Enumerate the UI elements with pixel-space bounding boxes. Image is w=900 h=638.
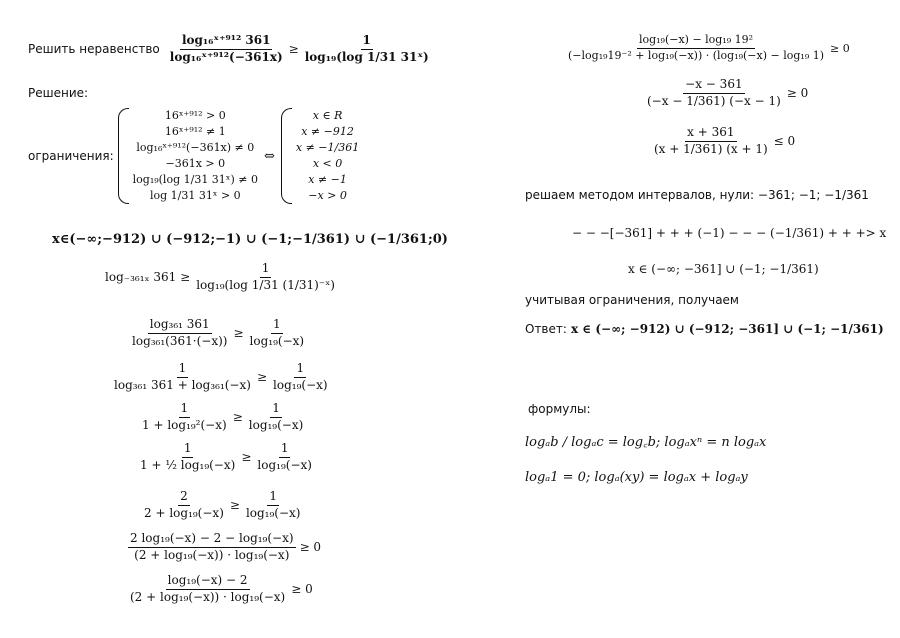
- restriction-item: −361x > 0: [165, 157, 226, 170]
- interval-method-text: решаем методом интервалов, нули: −361; −1; −1/361: [525, 188, 869, 202]
- problem-rhs-num: 1: [361, 34, 373, 50]
- right-step-tail: ≥ 0: [786, 86, 809, 101]
- step-row: [112, 362, 330, 393]
- step-rhs-den: log₁₉(−x): [245, 505, 301, 520]
- step-row: [138, 442, 314, 473]
- step-lhs-num: log₃₆₁ 361: [148, 318, 212, 334]
- problem-rhs-den: log₁₉(log 1/31 31ˣ): [304, 49, 429, 64]
- restriction-item: 16ˣ⁺⁹¹² > 0: [164, 109, 226, 122]
- answer-label: Ответ:: [525, 322, 567, 336]
- right-step-row: [645, 78, 808, 109]
- step-rhs-num: 1: [294, 362, 306, 378]
- right-step-den: (−x − 1/361) (−x − 1): [647, 93, 781, 108]
- step-rhs-den: log₁₉(−x): [257, 457, 312, 472]
- right-step-num: log₁₉(−x) − log₁₉ 19²: [637, 34, 755, 49]
- step-row: [142, 490, 303, 521]
- step-lhs-num: 1: [182, 442, 194, 458]
- restriction-item: log₁₆ˣ⁺⁹¹²(−361x) ≠ 0: [136, 141, 255, 154]
- restriction-item: log₁₉(log 1/31 31ˣ) ≠ 0: [132, 173, 258, 186]
- right-step-num: x + 361: [685, 126, 736, 142]
- right-step-num: −x − 361: [683, 78, 744, 94]
- right-step-row: [652, 126, 795, 157]
- step-lhs-den: 1 + ½ log₁₉(−x): [140, 457, 236, 472]
- restriction-result-item: x ≠ −1: [308, 173, 347, 186]
- step-row: [128, 574, 313, 605]
- step-sign: ≥: [256, 370, 268, 385]
- step-rhs-num: 1: [267, 490, 279, 506]
- step-lhs: log₋₃₆₁ₓ 361 ≥: [105, 270, 191, 285]
- left-brace: [118, 108, 129, 204]
- step-row: [105, 262, 337, 293]
- restrictions-result-system: [281, 108, 359, 204]
- step-num: 2 log₁₉(−x) − 2 − log₁₉(−x): [128, 532, 296, 548]
- considering-text: учитывая ограничения, получаем: [525, 293, 739, 307]
- answer-line: [525, 322, 884, 336]
- step-row: [130, 318, 306, 349]
- step-sign: ≥: [241, 450, 252, 465]
- restriction-result-item: x < 0: [312, 157, 343, 170]
- step-rhs-den: log₁₉(−x): [248, 417, 304, 432]
- right-step-den: (−log₁₉19⁻² + log₁₉(−x)) · (log₁₉(−x) − log₁₉ 1): [568, 48, 825, 62]
- problem-lhs-num: log₁₆ˣ⁺⁹¹² 361: [180, 34, 273, 50]
- step-tail: ≥ 0: [291, 582, 313, 597]
- step-row: [128, 532, 321, 563]
- step-rhs-den: log₁₉(−x): [273, 377, 328, 392]
- step-row: [140, 402, 305, 433]
- step-rhs-num: 1: [279, 442, 291, 458]
- problem-rhs-fraction: [303, 34, 431, 65]
- formula-line: logₐb / logₐc = log꜀b; logₐxⁿ = n logₐx: [525, 435, 767, 450]
- step-rhs-num: 1: [271, 318, 283, 334]
- answer-value: x ∈ (−∞; −912) ∪ (−912; −361] ∪ (−1; −1/361): [570, 322, 884, 336]
- restrictions-label: ограничения:: [28, 149, 114, 163]
- restriction-result-item: x ≠ −912: [301, 125, 354, 138]
- step-rhs-num: 1: [270, 402, 282, 418]
- restriction-item: log 1/31 31ˣ > 0: [149, 189, 241, 202]
- problem-statement: [28, 34, 431, 65]
- step-sign: ≥: [233, 326, 244, 341]
- step-lhs-num: 1: [179, 402, 191, 418]
- step-lhs-den: log₃₆₁ 361 + log₃₆₁(−x): [114, 377, 251, 392]
- step-sign: ≥: [229, 498, 240, 513]
- equivalence-arrow: ⇔: [263, 148, 275, 164]
- step-den: (2 + log₁₉(−x)) · log₁₉(−x): [134, 547, 290, 562]
- sign-line: − − −[−361] + + + (−1) − − − (−1/361) + + +> x: [572, 226, 887, 240]
- formulas-label: формулы:: [528, 402, 591, 416]
- step-num: log₁₉(−x) − 2: [166, 574, 250, 590]
- step-tail: ≥ 0: [299, 540, 322, 555]
- step-den: (2 + log₁₉(−x)) · log₁₉(−x): [130, 589, 286, 604]
- restriction-result-item: x ≠ −1/361: [295, 141, 360, 154]
- right-step-tail: ≥ 0: [830, 41, 850, 55]
- step-lhs-den: log₃₆₁(361·(−x)): [132, 333, 228, 348]
- step-rhs-den: log₁₉(log 1/31 (1/31)⁻ˣ): [196, 277, 335, 292]
- step-lhs-num: 1: [177, 362, 189, 378]
- right-step-row: [566, 34, 850, 62]
- step-lhs-den: 2 + log₁₉(−x): [144, 505, 224, 520]
- right-step-den: (x + 1/361) (x + 1): [654, 141, 768, 156]
- x-interval: x ∈ (−∞; −361] ∪ (−1; −1/361): [628, 262, 819, 276]
- step-lhs-num: 2: [178, 490, 190, 506]
- restrictions-system: [118, 108, 258, 204]
- restriction-result-item: −x > 0: [308, 189, 347, 202]
- step-rhs-num: 1: [260, 262, 272, 278]
- formula-line: logₐ1 = 0; logₐ(xy) = logₐx + logₐy: [525, 470, 748, 485]
- solution-label: Решение:: [28, 86, 89, 100]
- restrictions-block: [28, 108, 359, 204]
- restriction-result-item: x ∈ R: [312, 109, 343, 122]
- step-rhs-den: log₁₉(−x): [249, 333, 305, 348]
- step-sign: ≥: [232, 410, 243, 425]
- problem-label: Решить неравенство: [28, 42, 160, 57]
- step-lhs-den: 1 + log₁₉²(−x): [142, 417, 227, 432]
- problem-lhs-fraction: [168, 34, 285, 65]
- problem-lhs-den: log₁₆ˣ⁺⁹¹²(−361x): [169, 49, 283, 64]
- domain-line: x∈(−∞;−912) ∪ (−912;−1) ∪ (−1;−1/361) ∪ (−1/361;0): [52, 232, 448, 247]
- problem-sign: ≥: [288, 42, 299, 57]
- left-brace: [281, 108, 292, 204]
- restriction-item: 16ˣ⁺⁹¹² ≠ 1: [164, 125, 226, 138]
- right-step-tail: ≤ 0: [773, 134, 796, 149]
